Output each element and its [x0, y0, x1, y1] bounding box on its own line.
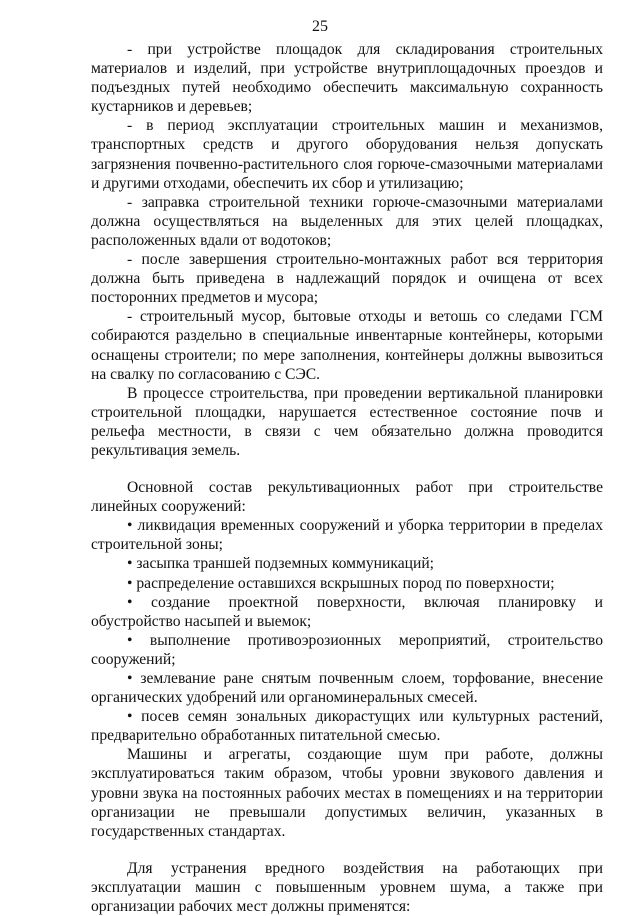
paragraph-reclamation-scope: Основной состав рекультивационных работ при строительстве линейных сооружений: — [91, 479, 603, 516]
paragraph-noise-machines: Машины и агрегаты, создающие шум при работе, должны эксплуатироваться таким образом, чтобы уровни звукового давления и уровни звука на постоянных рабочих местах в помещениях и на территории организации не превышали допустимых величин, указанных в государственных стандартах. — [91, 746, 603, 840]
paragraph-site-cleanup: - после завершения строительно-монтажных работ вся территория должна быть приведена в надлежащий порядок и очищена от всех посторонних предметов и мусора; — [91, 251, 603, 307]
page-body — [91, 40, 603, 916]
list-item-seeding: • посев семян зональных дикорастущих или культурных растений, предварительно обработанных питательной смесью. — [91, 708, 603, 745]
list-item-anti-erosion: • выполнение противоэрозионных мероприятий, строительство сооружений; — [91, 631, 603, 668]
paragraph-land-reclamation: В процессе строительства, при проведении вертикальной планировки строительной площадки, нарушается естественное состояние почв и рельефа местности, в связи с чем обязательно должна проводится рекультивация земель. — [91, 384, 603, 459]
paragraph-site-storage: - при устройстве площадок для складирования строительных материалов и изделий, при устройстве внутриплощадочных проездов и подъездных путей необходимо обеспечить максимальную сохранность кустарников и деревьев; — [91, 41, 603, 116]
list-item-topsoil: • землевание ране снятым почвенным слоем, торфование, внесение органических удобрений или органоминеральных смесей. — [91, 670, 603, 707]
list-item-trench-backfill: • засыпка траншей подземных коммуникаций; — [127, 555, 435, 573]
paragraph-noise-protection: Для устранения вредного воздействия на работающих при эксплуатации машин с повышенным уровнем шума, а также при организации рабочих мест должны применятся: — [91, 859, 603, 916]
page-number: 25 — [312, 18, 328, 35]
list-item-design-surface: • создание проектной поверхности, включая планировку и обустройство насыпей и выемок; — [91, 593, 603, 630]
paragraph-waste-collection: - строительный мусор, бытовые отходы и ветошь со следами ГСМ собираются раздельно в специальные инвентарные контейнеры, которыми оснащены строители; по мере заполнения, контейнеры должны вывозиться на свалку по согласованию с СЭС. — [91, 308, 603, 383]
list-item-overburden: • распределение оставшихся вскрышных пород по поверхности; — [127, 574, 555, 592]
list-item-temporary-structures: • ликвидация временных сооружений и уборка территории в пределах строительной зоны; — [91, 517, 603, 554]
paragraph-machinery-pollution: - в период эксплуатации строительных машин и механизмов, транспортных средств и другого оборудования нельзя допускать загрязнения почвенно-растительного слоя горюче-смазочными материалами и другими отходами, обеспечить их сбор и утилизацию; — [91, 117, 603, 192]
paragraph-refueling: - заправка строительной техники горюче-смазочными материалами должна осуществляться на выделенных для этих целей площадках, расположенных вдали от водотоков; — [91, 193, 603, 249]
